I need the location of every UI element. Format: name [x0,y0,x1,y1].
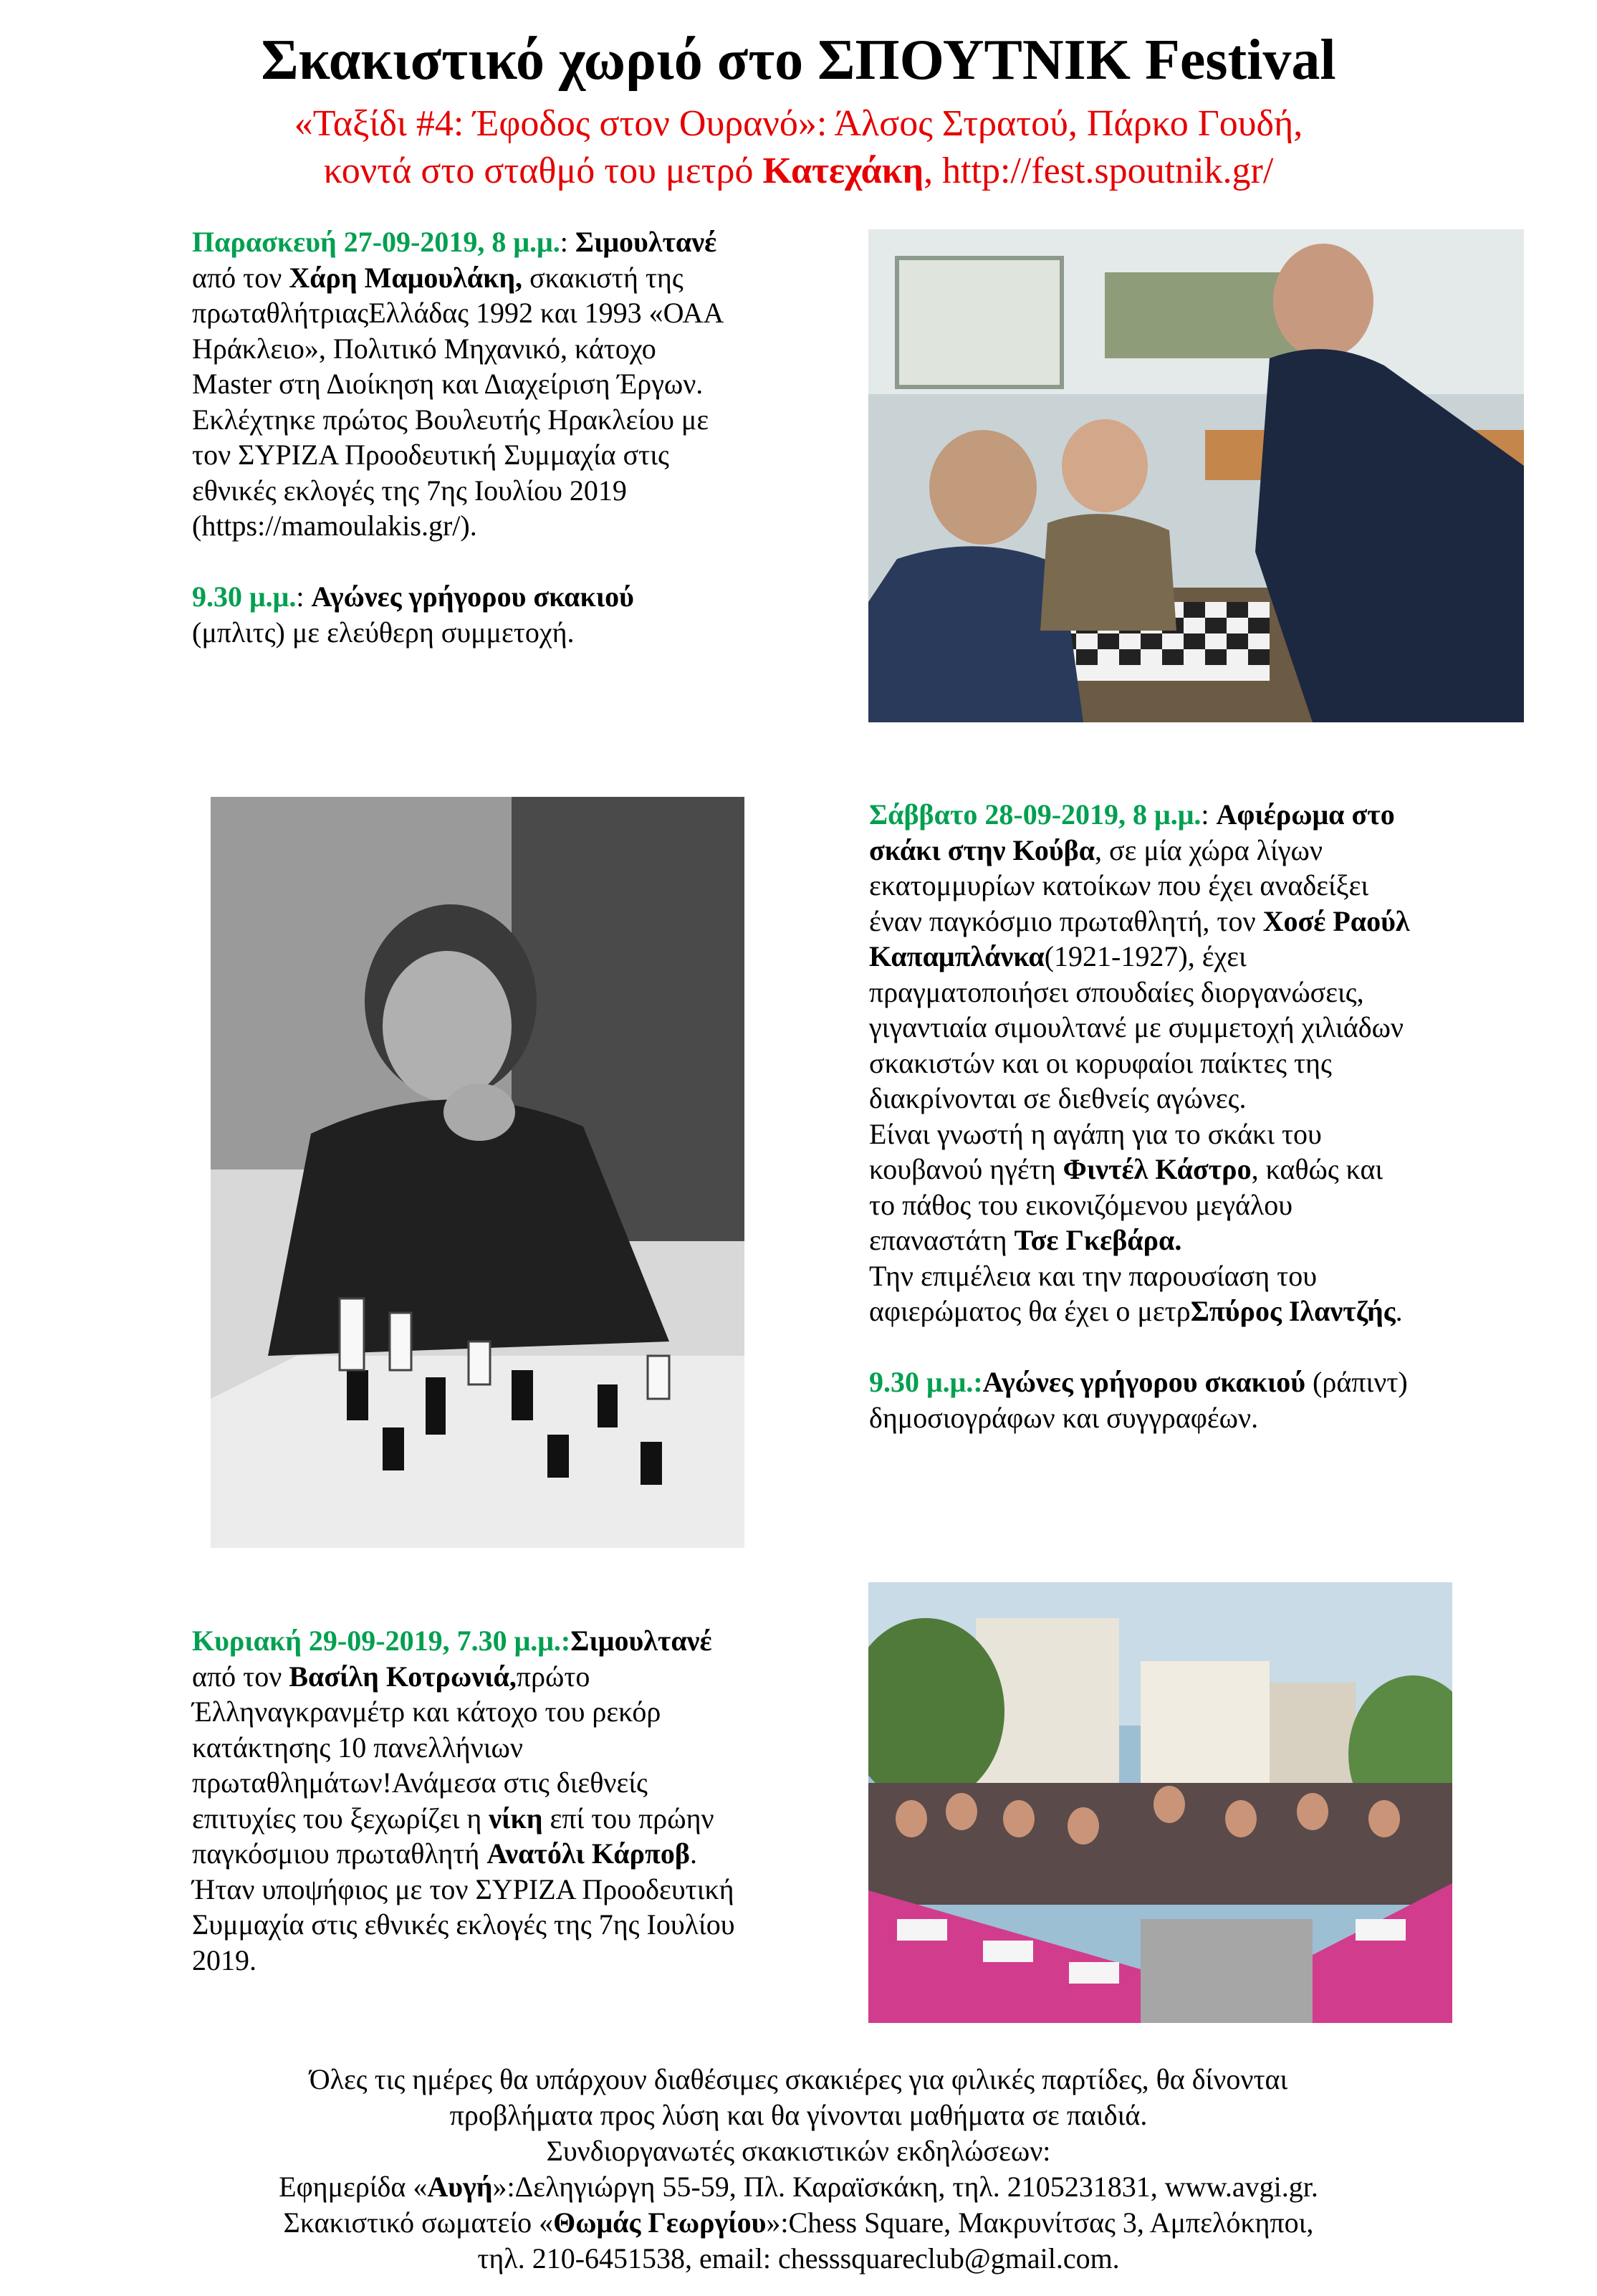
saturday-line [869,904,1492,939]
text: . [689,1837,697,1870]
footer-line-4 [0,2169,1597,2205]
saturday-line: Την επιμέλεια και την παρουσίαση του [869,1259,1318,1292]
saturday-line [869,1293,1492,1329]
capablanca-name: Χοσέ Ραούλ [1262,904,1410,937]
text: αφιερώματος θα έχει ο μετρ [869,1295,1191,1327]
text: επιτυχίες του ξεχωρίζει η [192,1802,489,1835]
friday-line: εθνικές εκλογές της 7ης Ιουλίου 2019 [192,474,627,507]
karpov-name: Ανατόλι Κάρποβ [486,1837,690,1870]
photo-simultaneous-illustration [868,229,1524,722]
text: Σκακιστικό σωματείο « [283,2206,554,2239]
saturday-line [869,1223,1492,1258]
text: επαναστάτη [869,1224,1015,1256]
sunday-line: Έλληναγκρανμέτρ και κάτοχο του ρεκόρ [192,1695,661,1728]
saturday-line [869,1364,1492,1400]
friday-line [192,224,837,260]
saturday-section [869,797,1492,1435]
capablanca-surname: Καπαμπλάνκα [869,940,1045,972]
saturday-event2: Αγώνες γρήγορου σκακιού [982,1366,1306,1398]
friday-line: πρωταθλήτριαςΕλλάδας 1992 και 1993 «ΟΑΑ [192,297,724,329]
friday-line [192,579,837,615]
saturday-line [869,939,1492,975]
club-name: Θωμάς Γεωργίου [553,2206,767,2239]
saturday-line [869,1152,1492,1187]
footer-line-2: προβλήματα προς λύση και θα γίνονται μαθήματα σε παιδιά. [449,2099,1148,2131]
saturday-line: πραγματοποιήσει σπουδαίες διοργανώσεις, [869,975,1364,1008]
text: (ράπιντ) [1305,1366,1408,1398]
saturday-line: δημοσιογράφων και συγγραφέων. [869,1401,1259,1434]
friday-line: (https://mamoulakis.gr/). [192,510,477,542]
sunday-line: 2019. [192,1943,256,1976]
separator: : [560,226,575,258]
sunday-line: πρωταθλημάτων!Ανάμεσα στις διεθνείς [192,1766,648,1799]
text: . [1395,1295,1403,1327]
saturday-line: γιγαντιαία σιμουλτανέ με συμμετοχή χιλιάδων [869,1011,1404,1043]
sunday-line [192,1801,837,1837]
friday-section [192,224,837,650]
text: σκακιστή της [522,261,684,294]
spacer [192,544,837,580]
kotronias-name: Βασίλη Κοτρωνιά, [289,1660,517,1693]
photo-simultaneous-exhibition [868,229,1524,722]
fidel-castro: Φιντέλ Κάστρο [1063,1153,1252,1185]
sunday-line: Συμμαχία στις εθνικές εκλογές της 7ης Ιουλίου [192,1908,735,1941]
friday-person: Χάρη Μαμουλάκη, [289,261,523,294]
subtitle-line-2 [0,149,1597,193]
sunday-event: Σιμουλτανέ [570,1625,712,1657]
spyros-ilantzis: Σπύρος Ιλαντζής [1190,1295,1396,1327]
sunday-date: Κυριακή 29-09-2019, 7.30 μ.μ.: [192,1625,571,1657]
footer-line-6: τηλ. 210-6451538, email: chesssquareclub@gmail.com. [477,2242,1120,2275]
text: από τον [192,1660,289,1693]
text: , καθώς και [1251,1153,1383,1185]
festival-url: , http://fest.spoutnik.gr/ [924,150,1274,191]
photo-che-illustration [211,797,744,1548]
saturday-line: διακρίνονται σε διεθνείς αγώνες. [869,1082,1247,1114]
saturday-line: εκατομμυρίων κατοίκων που έχει αναδείξει [869,869,1369,901]
friday-line: Ηράκλειο», Πολιτικό Μηχανικό, κάτοχο [192,332,656,365]
sunday-line [192,1623,837,1659]
photo-street-illustration [868,1582,1452,2023]
saturday-line [869,833,1492,869]
page-title: Σκακιστικό χωριό στο ΣΠΟΥΤΝΙΚ Festival [261,29,1336,92]
friday-line: Master στη Διοίκηση και Διαχείριση Έργων. [192,368,704,400]
saturday-line: σκακιστών και οι κορυφαίοι παίκτες της [869,1046,1332,1079]
metro-station: Κατεχάκη [762,150,924,191]
friday-date: Παρασκευή 27-09-2019, 8 μ.μ. [192,226,560,258]
footer-line-3: Συνδιοργανωτές σκακιστικών εκδηλώσεων: [546,2135,1051,2167]
text: Εφημερίδα « [279,2171,428,2203]
friday-line: (μπλιτς) με ελεύθερη συμμετοχή. [192,616,575,649]
text: επί του πρώην [542,1802,714,1835]
victory-word: νίκη [489,1802,543,1835]
friday-time2: 9.30 μ.μ. [192,580,297,613]
saturday-event-b: σκάκι στην Κούβα [869,833,1095,866]
friday-event2: Αγώνες γρήγορου σκακιού [311,580,634,613]
subtitle-text: κοντά στο σταθμό του μετρό [323,150,763,191]
text: κουβανού ηγέτη [869,1153,1063,1185]
text: παγκόσμιου πρωταθλητή [192,1837,487,1870]
subtitle-line-1: «Ταξίδι #4: Έφοδος στον Ουρανό»: Άλσος Στρατού, Πάρκο Γουδή, [294,103,1303,144]
friday-line: Εκλέχτηκε πρώτος Βουλευτής Ηρακλείου με [192,403,709,436]
footer-line-1: Όλες τις ημέρες θα υπάρχουν διαθέσιμες σκακιέρες για φιλικές παρτίδες, θα δίνονται [309,2063,1288,2095]
avgi-name: Αυγή [427,2171,493,2203]
text: »:Chess Square, Μακρυνίτσας 3, Αμπελόκηποι, [766,2206,1314,2239]
separator: : [1201,798,1217,831]
text: »:Δεληγιώργη 55-59, Πλ. Καραϊσκάκη, τηλ. 2105231831, www.avgi.gr. [492,2171,1318,2203]
spacer [869,1329,1492,1365]
saturday-date: Σάββατο 28-09-2019, 8 μ.μ. [869,798,1202,831]
che-guevara: Τσε Γκεβάρα. [1014,1224,1182,1256]
sunday-line: κατάκτησης 10 πανελλήνιων [192,1731,523,1764]
sunday-line [192,1836,837,1872]
photo-street-simultaneous [868,1582,1452,2023]
sunday-section [192,1623,837,1978]
text: έναν παγκόσμιο πρωταθλητή, τον [869,904,1263,937]
saturday-line: το πάθος του εικονιζόμενου μεγάλου [869,1188,1293,1221]
saturday-time2: 9.30 μ.μ.: [869,1366,983,1398]
friday-line: τον ΣΥΡΙΖΑ Προοδευτική Συμμαχία στις [192,439,669,471]
photo-che-guevara-chess [211,797,744,1548]
friday-event: Σιμουλτανέ [575,226,717,258]
saturday-event: Αφιέρωμα στο [1216,798,1395,831]
friday-line [192,260,837,296]
footer-line-5 [0,2205,1597,2241]
separator: : [296,580,312,613]
sunday-line: Ήταν υποψήφιος με τον ΣΥΡΙΖΑ Προοδευτική [192,1872,734,1905]
sunday-line [192,1659,837,1695]
saturday-line [869,797,1492,833]
text: (1921-1927), έχει [1044,940,1247,972]
saturday-line: Είναι γνωστή η αγάπη για το σκάκι του [869,1117,1322,1150]
text: πρώτο [516,1660,590,1693]
text: , σε μία χώρα λίγων [1095,833,1323,866]
text: από τον [192,261,289,294]
